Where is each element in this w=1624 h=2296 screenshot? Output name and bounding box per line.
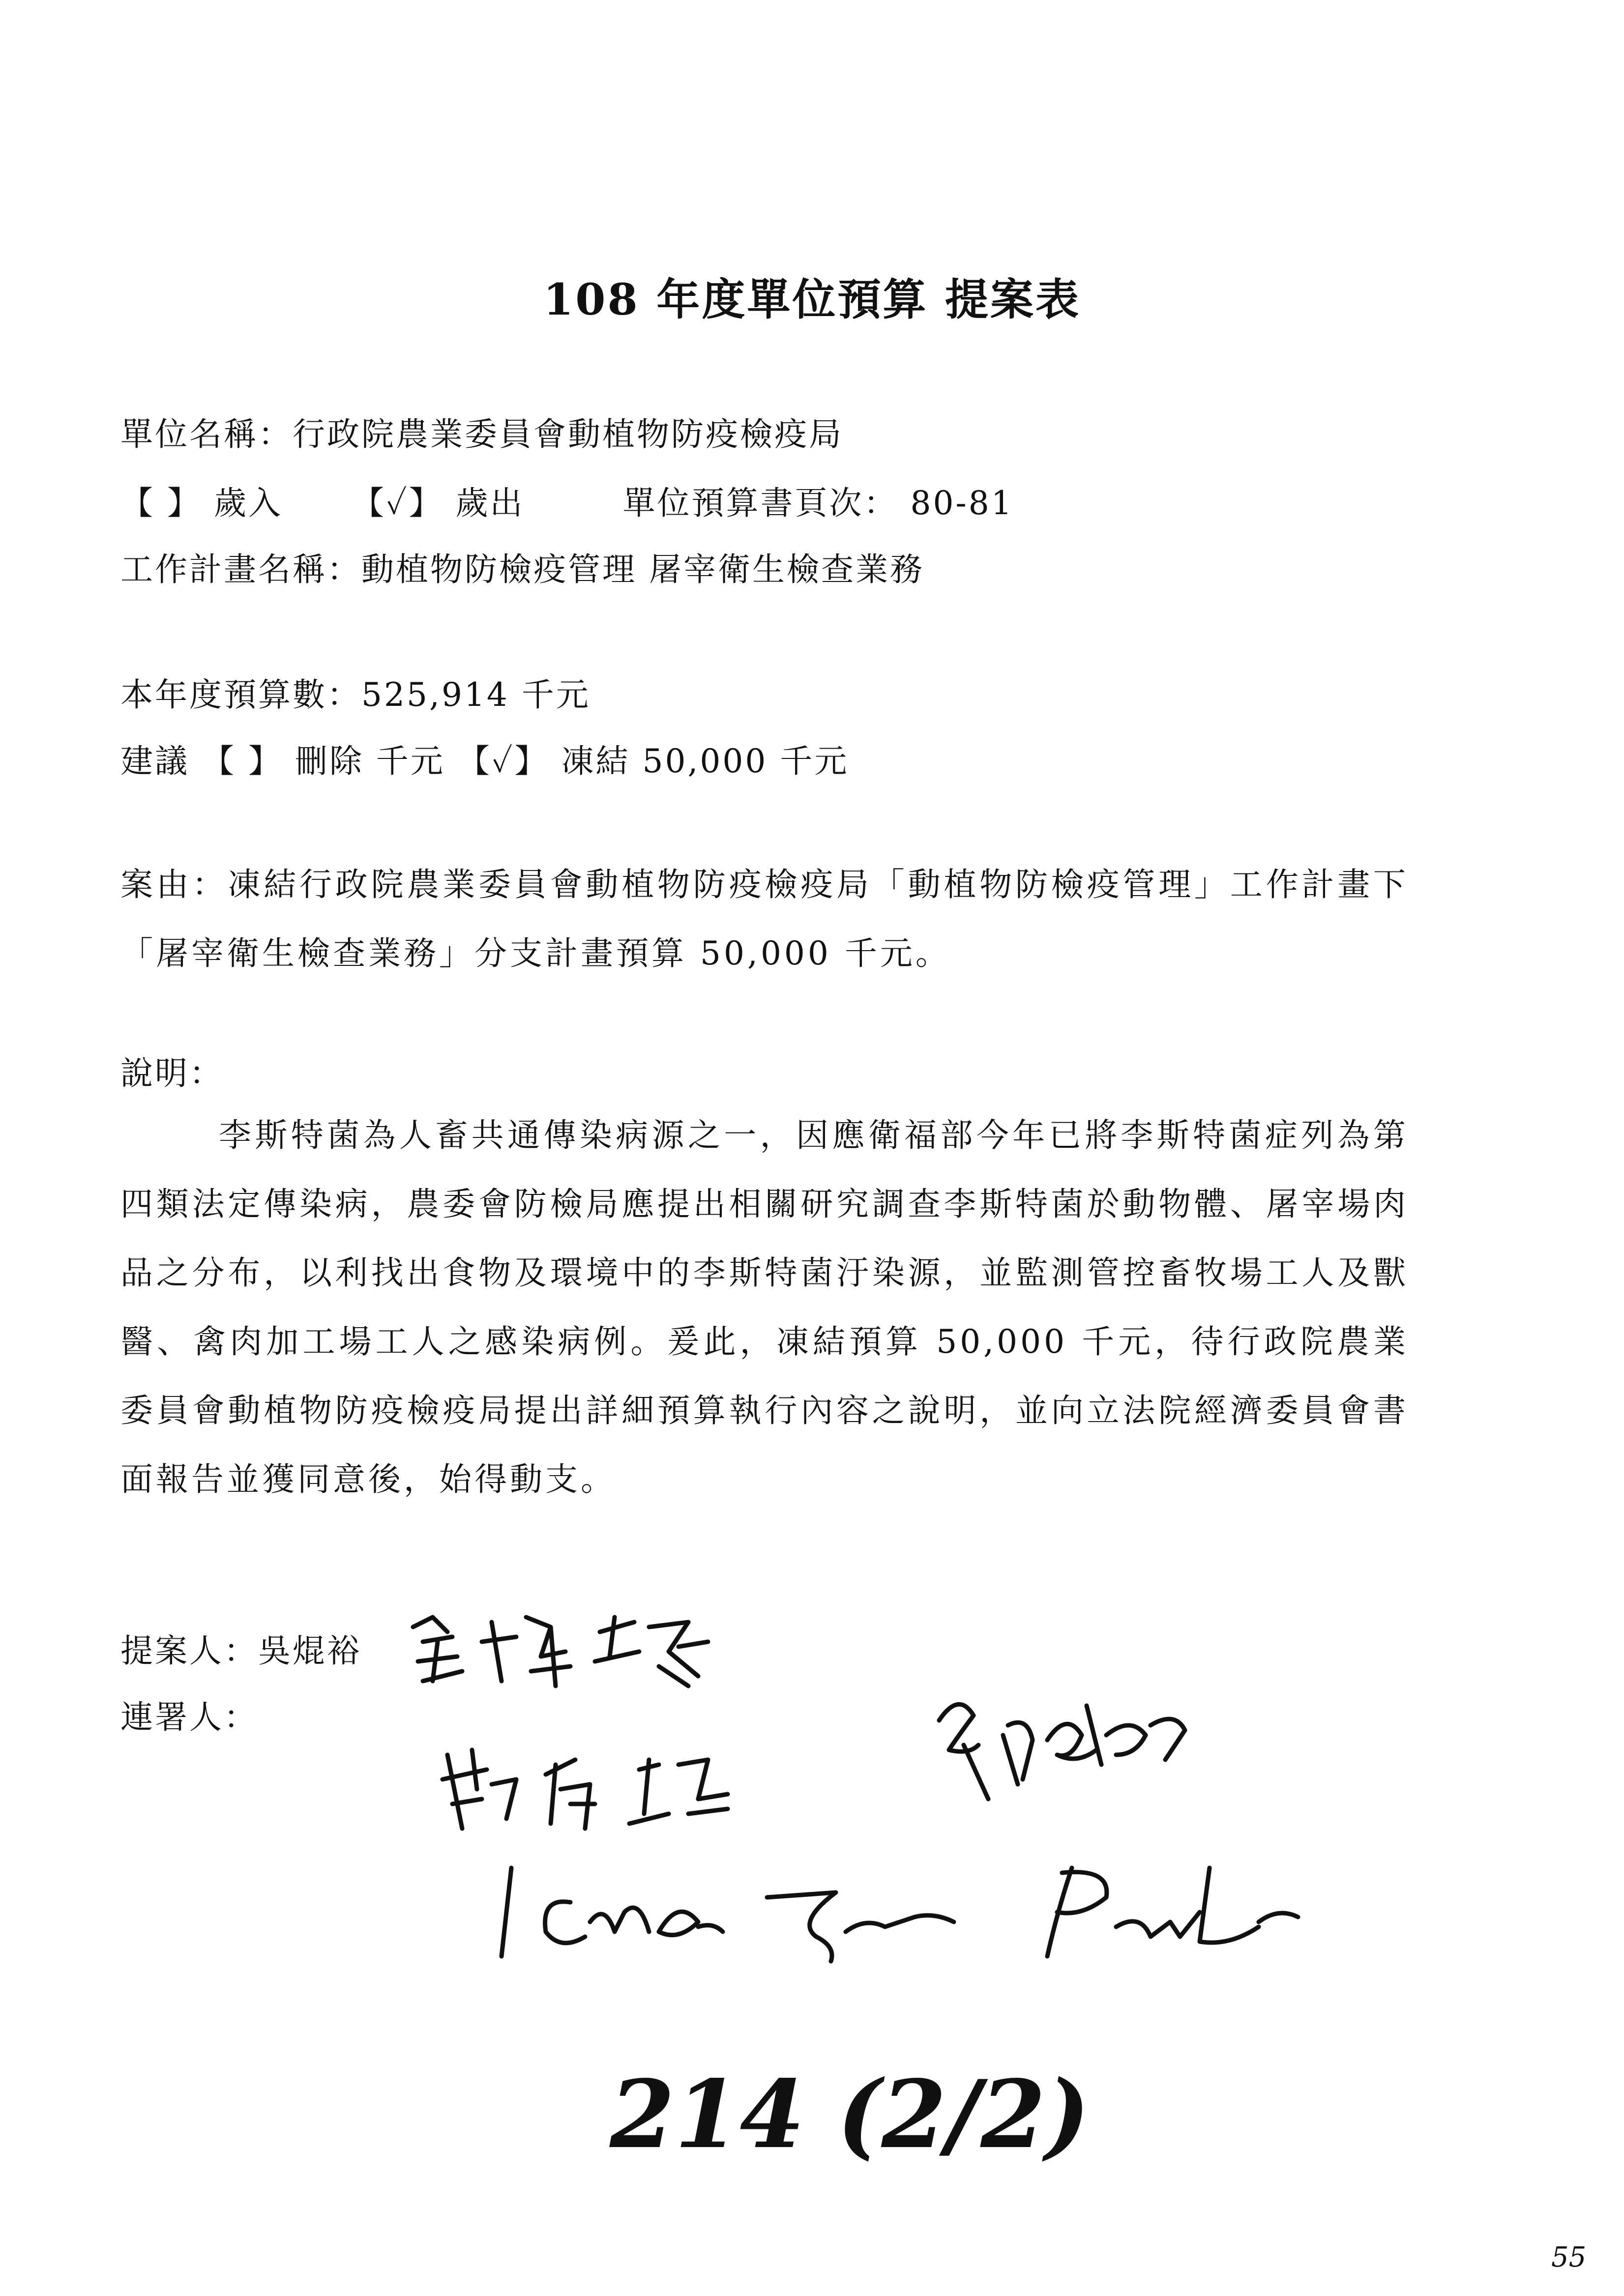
plan-label: 工作計畫名稱： xyxy=(120,551,361,588)
budget-row xyxy=(120,668,591,715)
explanation-paragraph: 李斯特菌為人畜共通傳染病源之一，因應衛福部今年已將李斯特菌症列為第四類法定傳染病，農委會防檢局應提出相關研究調查李斯特菌於動物體、屠宰場肉品之分布，以利找出食物及環境中的李斯特菌汙染源，並監測管控畜牧場工人及獸醫、禽肉加工場工人之感染病例。爰此，凍結預算 50,000 千元，待行政院農業委員會動植物防疫檢疫局提出詳細預算執行內容之說明，並向立法院經濟委員會書面報告並獲同意後，始得動支。 xyxy=(120,1116,1409,1498)
budget-label: 本年度預算數： xyxy=(120,676,361,714)
revenue-checkbox: 【 】 xyxy=(120,484,202,522)
expenditure-label: 歲出 xyxy=(455,484,525,522)
reason-paragraph: 案由：凍結行政院農業委員會動植物防疫檢疫局「動植物防檢疫管理」工作計畫下「屠宰衛生檢查業務」分支計畫預算 50,000 千元。 xyxy=(120,866,1409,972)
page-ref-value: 80-81 xyxy=(910,484,1014,522)
handwritten-number: 214 (2/2) xyxy=(610,2060,1090,2169)
suggest-label: 建議 xyxy=(120,742,189,780)
page-number: 55 xyxy=(1551,2241,1587,2273)
revenue-label: 歲入 xyxy=(213,484,283,522)
page-ref-label: 單位預算書頁次： xyxy=(622,484,898,522)
proposer-row xyxy=(120,1625,361,1671)
expenditure-checkbox: 【✓】 xyxy=(351,484,443,522)
explanation-label: 說明： xyxy=(120,1054,224,1092)
unit-label: 單位名稱： xyxy=(120,415,293,453)
proposer-label: 提案人： xyxy=(120,1632,258,1670)
delete-text: 刪除 千元 xyxy=(295,742,445,780)
suggestion-row xyxy=(120,735,849,782)
cosigner-label: 連署人： xyxy=(120,1698,258,1736)
cosigner-signature-3 xyxy=(492,1838,1367,1966)
budget-value: 525,914 千元 xyxy=(361,676,591,714)
type-row xyxy=(120,477,1014,523)
cosigner-signature-1 xyxy=(433,1730,767,1843)
proposer-signature xyxy=(403,1598,738,1696)
freeze-text: 凍結 50,000 千元 xyxy=(561,742,849,780)
unit-name: 行政院農業委員會動植物防疫檢疫局 xyxy=(293,415,843,453)
plan-name: 動植物防檢疫管理 屠宰衛生檢查業務 xyxy=(361,551,924,588)
proposer-name: 吳焜裕 xyxy=(258,1632,361,1670)
unit-row xyxy=(120,408,843,455)
freeze-checkbox: 【✓】 xyxy=(457,742,549,780)
cosigner-signature-2 xyxy=(919,1661,1224,1819)
page-title: 108 年度單位預算 提案表 xyxy=(543,274,1081,325)
plan-row xyxy=(120,543,924,590)
delete-checkbox: 【 】 xyxy=(201,742,283,780)
